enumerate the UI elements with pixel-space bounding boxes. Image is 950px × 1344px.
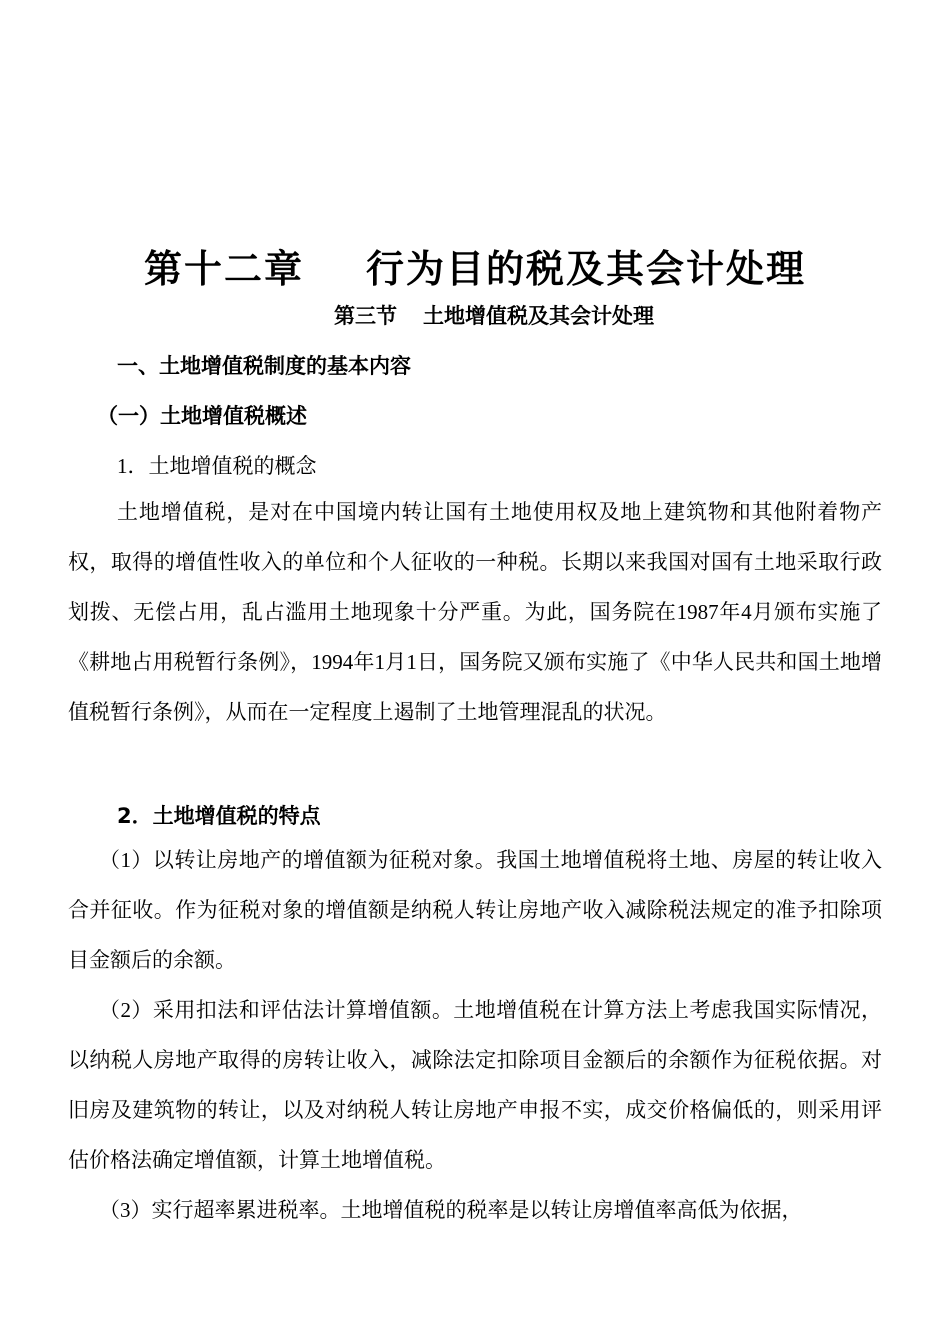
- section-number: 第三节: [334, 304, 397, 328]
- paragraph-feature-2: （2）采用扣法和评估法计算增值额。土地增值税在计算方法上考虑我国实际情况，以纳税人房地产取得的房转让收入，减除法定扣除项目金额后的余额作为征税依据。对旧房及建筑物的转让，以及对纳税人转让房地产申报不实，成交价格偏低的，则采用评估价格法确定增值额，计算土地增值税。: [68, 998, 882, 1172]
- paragraph-feature-1: （1）以转让房地产的增值额为征税对象。我国土地增值税将土地、房屋的转让收入合并征收。作为征税对象的增值额是纳税人转让房地产收入减除税法规定的准予扣除项目金额后的余额。: [68, 848, 882, 972]
- paragraph-concept: 土地增值税，是对在中国境内转让国有土地使用权及地上建筑物和其他附着物产权，取得的增值性收入的单位和个人征收的一种税。长期以来我国对国有土地采取行政划拨、无偿占用，乱占滥用土地现象十分严重。为此，国务院在1987年4月颁布实施了《耕地占用税暂行条例》，1994年1月1日，国务院又颁布实施了《中华人民共和国土地增值税暂行条例》，从而在一定程度上遏制了土地管理混乱的状况。: [68, 500, 882, 724]
- chapter-name: 行为目的税及其会计处理: [366, 247, 807, 291]
- item-features: 2．土地增值税的特点: [117, 804, 321, 828]
- heading-overview: （一）土地增值税概述: [97, 404, 307, 428]
- section-title: [334, 300, 654, 330]
- section-name: 土地增值税及其会计处理: [423, 304, 654, 328]
- chapter-title: [0, 238, 950, 293]
- paragraph-feature-3: （3）实行超率累进税率。土地增值税的税率是以转让房增值率高低为依据，: [99, 1198, 803, 1222]
- item-concept: 1．土地增值税的概念: [117, 454, 317, 478]
- chapter-number: 第十二章: [143, 247, 304, 291]
- heading-basic-content: 一、土地增值税制度的基本内容: [117, 354, 411, 378]
